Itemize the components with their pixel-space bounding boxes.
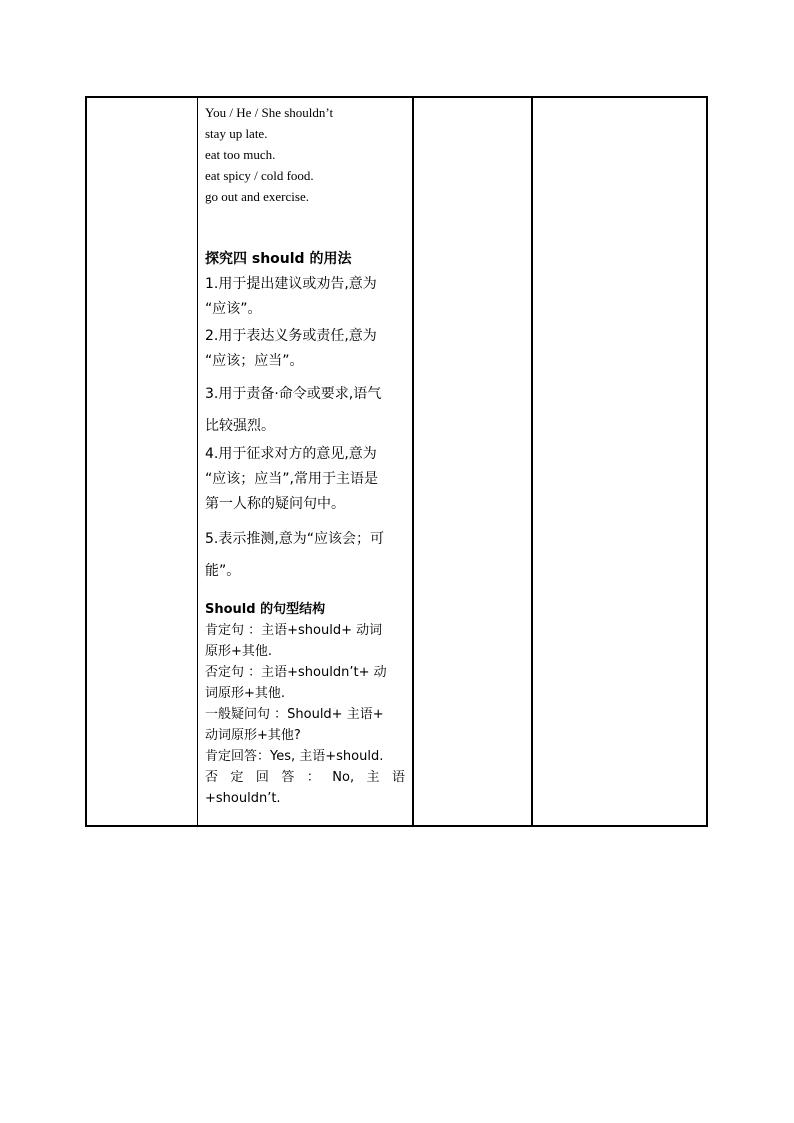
section4-heading: 探究四 should 的用法 [205, 251, 352, 267]
structure-last-line: +shouldn’t. [205, 791, 281, 806]
structure-line-6: 动词原形+其他? [205, 728, 301, 743]
negative-answer-line [205, 767, 405, 788]
structure-line-7: 肯定回答：Yes, 主语+should. [205, 749, 384, 764]
structure-line-4: 词原形+其他. [205, 686, 286, 701]
en-line-4: eat spicy / cold food. [205, 168, 314, 183]
usage-line-9: 第一人称的疑问句中。 [205, 496, 345, 512]
neg-part: No, [332, 770, 355, 785]
structure-heading: Should 的句型结构 [205, 602, 326, 617]
neg-part: ： [306, 770, 320, 785]
neg-part: 否 [205, 770, 219, 785]
neg-part: 答 [281, 770, 295, 785]
lesson-table [85, 96, 708, 827]
structure-line-2: 原形+其他. [205, 644, 273, 659]
structure-line-5: 一般疑问句 ：Should+ 主语+ [205, 707, 384, 722]
column-divider-1 [197, 98, 198, 825]
spacer [205, 207, 406, 247]
usage-line-8: “应该；应当”,常用于主语是 [205, 471, 378, 487]
column-divider-2 [412, 98, 414, 825]
usage-line-1: 1.用于提出建议或劝告,意为 [205, 276, 377, 292]
neg-part: 主 [366, 770, 380, 785]
usage-line-3: 2.用于表达义务或责任,意为 [205, 328, 377, 344]
usage-line-5: 3.用于责备·命令或要求,语气 [205, 386, 382, 402]
en-line-1: You / He / She shouldn’t [205, 105, 334, 120]
neg-part: 语 [391, 770, 405, 785]
structure-line-3: 否定句 ：主语+shouldn’t+ 动 [205, 665, 387, 680]
column-divider-3 [531, 98, 533, 825]
en-line-2: stay up late. [205, 126, 268, 141]
usage-line-4: “应该；应当”。 [205, 353, 304, 369]
neg-part: 定 [230, 770, 244, 785]
usage-line-6: 比较强烈。 [205, 418, 275, 434]
en-line-3: eat too much. [205, 147, 276, 162]
neg-part: 回 [255, 770, 269, 785]
usage-line-10: 5.表示推测,意为“应该会；可 [205, 531, 385, 547]
activity-cell [205, 102, 406, 809]
usage-line-11: 能”。 [205, 563, 241, 579]
en-line-5: go out and exercise. [205, 189, 309, 204]
spacer [205, 587, 406, 599]
usage-line-2: “应该”。 [205, 301, 262, 317]
structure-line-1: 肯定句 ：主语+should+ 动词 [205, 623, 383, 638]
usage-line-7: 4.用于征求对方的意见,意为 [205, 446, 377, 462]
